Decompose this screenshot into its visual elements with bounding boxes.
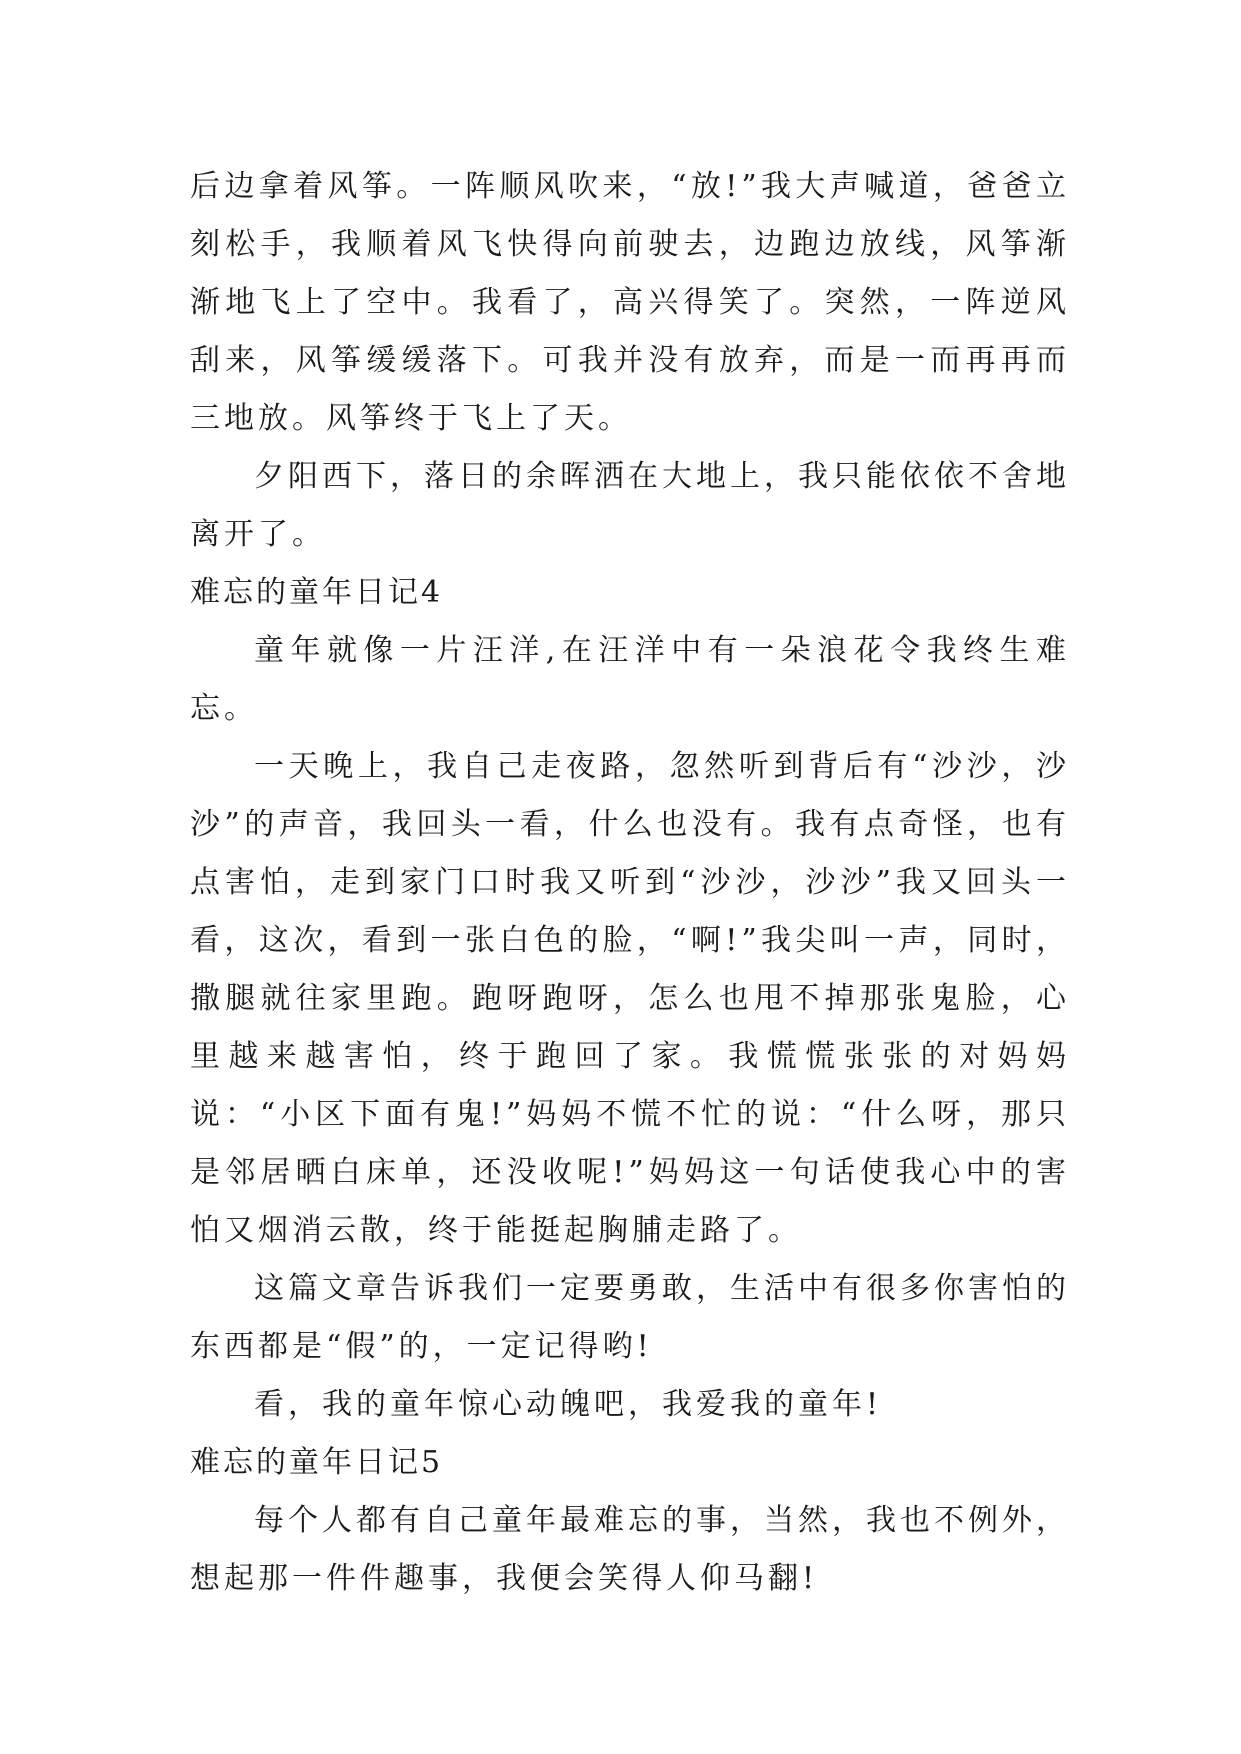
paragraph-lesson: 这篇文章告诉我们一定要勇敢，生活中有很多你害怕的东西都是“假”的，一定记得哟! (190, 1271, 1070, 1364)
paragraph-night-walk: 一天晚上，我自己走夜路，忽然听到背后有“沙沙，沙沙”的声音，我回头一看，什么也没有。我有点奇怪，也有点害怕，走到家门口时我又听到“沙沙，沙沙”我又回头一看，这次，看到一张白色的脸，“啊!”我尖叫一声，同时，撒腿就往家里跑。跑呀跑呀，怎么也甩不掉那张鬼脸，心里越来越害怕，终于跑回了家。我慌慌张张的对妈妈说：“小区下面有鬼!”妈妈不慌不忙的说：“什么呀，那只是邻居晒白床单，还没收呢!”妈妈这一句话使我心中的害怕又烟消云散，终于能挺起胸脯走路了。 (190, 749, 1070, 1248)
section-heading-diary-5: 难忘的童年日记5 (190, 1445, 444, 1480)
section-heading-diary-4: 难忘的童年日记4 (190, 575, 444, 610)
paragraph-memorable-things: 每个人都有自己童年最难忘的事，当然，我也不例外，想起那一件件趣事，我便会笑得人仰马翻! (190, 1503, 1070, 1596)
paragraph-kite-flying: 后边拿着风筝。一阵顺风吹来，“放!”我大声喊道，爸爸立刻松手，我顺着风飞快得向前驶去，边跑边放线，风筝渐渐地飞上了空中。我看了，高兴得笑了。突然，一阵逆风刮来，风筝缓缓落下。可我并没有放弃，而是一而再再而三地放。风筝终于飞上了天。 (190, 169, 1070, 436)
paragraph-childhood-ocean: 童年就像一片汪洋,在汪洋中有一朵浪花令我终生难忘。 (190, 633, 1070, 726)
paragraph-sunset: 夕阳西下，落日的余晖洒在大地上，我只能依依不舍地离开了。 (190, 459, 1070, 552)
document-body (190, 158, 1070, 1608)
paragraph-love-childhood: 看，我的童年惊心动魄吧，我爱我的童年! (254, 1387, 883, 1422)
